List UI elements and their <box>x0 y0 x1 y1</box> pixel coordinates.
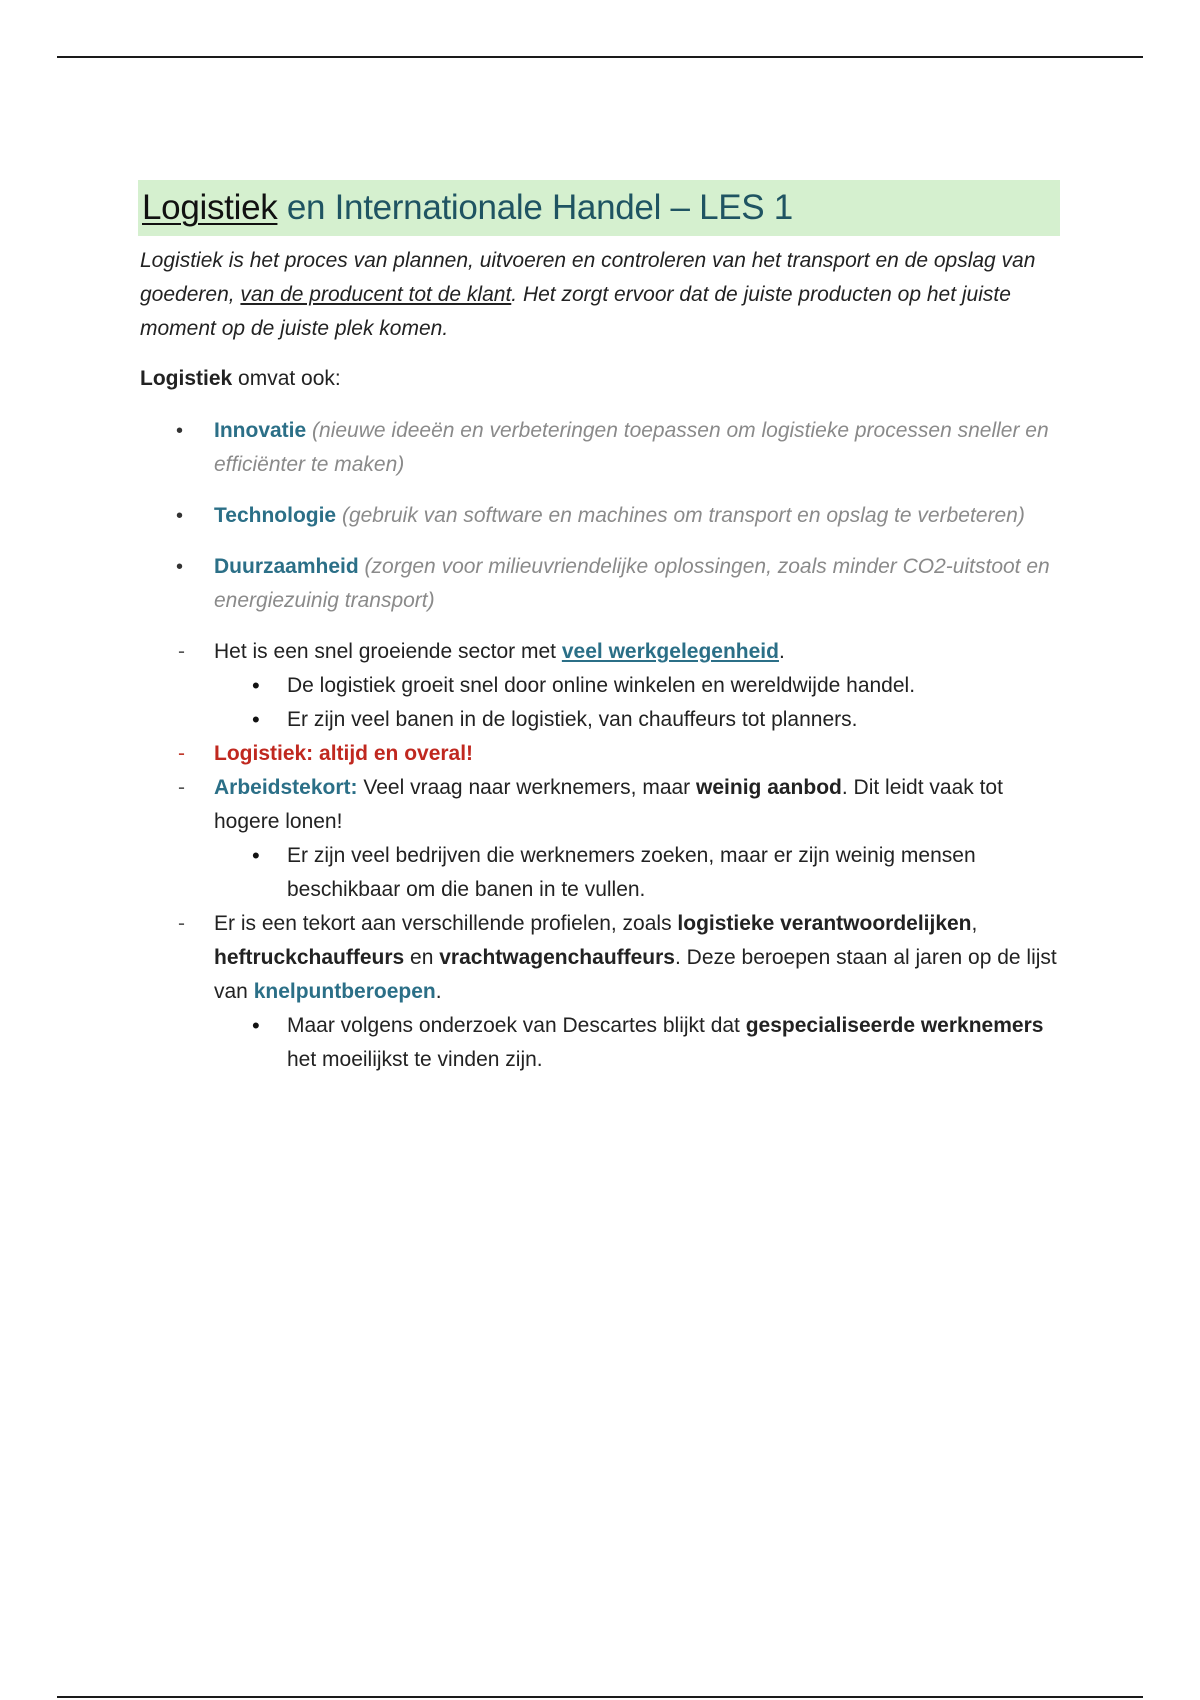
intro-paragraph <box>140 244 1060 346</box>
profile-bold: vrachtwagenchauffeurs <box>439 946 675 969</box>
sub-text-end: het moeilijkst te vinden zijn. <box>287 1048 543 1071</box>
profiles-sublist <box>214 1009 1060 1077</box>
shortage-text-end: . Dit leidt vaak tot hogere lonen! <box>214 776 1003 833</box>
shortage-sublist <box>214 839 1060 907</box>
list-item <box>140 499 1060 533</box>
document-body <box>140 180 1060 1077</box>
profile-bold: logistieke verantwoordelijken <box>677 912 972 935</box>
item-desc: (nieuwe ideeën en verbeteringen toepassen om logistieke processen sneller en efficiënter te maken) <box>214 419 1049 476</box>
growth-end: . <box>778 640 785 663</box>
title-rest: en Internationale Handel – LES 1 <box>277 188 793 227</box>
sub-text: Maar volgens onderzoek van Descartes blijkt dat <box>287 1014 746 1037</box>
page-title <box>142 188 793 228</box>
profiles-comma: , <box>971 912 978 935</box>
points-list <box>140 635 1060 1077</box>
includes-bold: Logistiek <box>140 367 233 390</box>
intro-text: Logistiek is het proces van plannen, uitvoeren en controleren van het transport en de opslag van goederen, <box>140 249 1036 306</box>
list-item <box>140 550 1060 618</box>
list-item: • Er zijn veel banen in de logistiek, van chauffeurs tot planners. <box>214 703 1060 737</box>
item-term: Duurzaamheid <box>214 555 359 578</box>
profiles-text: Er is een tekort aan verschillende profielen, zoals <box>214 912 678 935</box>
growth-sublist <box>214 669 1060 737</box>
intro-text-end: . Het zorgt ervoor dat de juiste producten op het juiste moment op de juiste plek komen. <box>140 283 1011 340</box>
growth-text: Het is een snel groeiende sector met <box>214 640 562 663</box>
item-desc: (zorgen voor milieuvriendelijke oplossingen, zoals minder CO2-uitstoot en energiezuinig transport) <box>214 555 1050 612</box>
includes-rest: omvat ook: <box>232 367 341 390</box>
profiles-end: . <box>435 980 442 1003</box>
shortage-bold: weinig aanbod <box>696 776 842 799</box>
list-item: • Er zijn veel bedrijven die werknemers zoeken, maar er zijn weinig mensen beschikbaar om die banen in te vullen. <box>214 839 1060 907</box>
slogan-text: Logistiek: altijd en overal! <box>214 742 474 765</box>
point-slogan <box>140 737 1060 771</box>
item-term: Technologie <box>214 504 337 527</box>
title-keyword: Logistiek <box>142 188 278 227</box>
top-rule <box>57 56 1143 58</box>
profiles-text-2: . Deze beroepen staan al jaren op de lijst van <box>214 946 1057 1003</box>
profile-bold: heftruckchauffeurs <box>214 946 405 969</box>
sub-bold: gespecialiseerde werknemers <box>745 1014 1044 1037</box>
point-growth <box>140 635 1060 737</box>
point-profiles <box>140 907 1060 1077</box>
list-item: • De logistiek groeit snel door online winkelen en wereldwijde handel. <box>214 669 1060 703</box>
shortage-text: Veel vraag naar werknemers, maar <box>357 776 697 799</box>
item-desc: (gebruik van software en machines om transport en opslag te verbeteren) <box>336 504 1025 527</box>
point-shortage <box>140 771 1060 907</box>
list-item <box>214 1009 1060 1077</box>
profiles-and: en <box>404 946 440 969</box>
shortage-label: Arbeidstekort: <box>214 776 358 799</box>
bottom-rule <box>57 1696 1143 1698</box>
intro-underlined: van de producent tot de klant <box>240 283 512 306</box>
knelpunt-term: knelpuntberoepen <box>253 980 436 1003</box>
title-bar <box>138 180 1060 236</box>
employment-link[interactable]: veel werkgelegenheid <box>561 640 779 663</box>
includes-list <box>140 414 1060 618</box>
includes-heading <box>140 362 1060 396</box>
list-item <box>140 414 1060 482</box>
item-term: Innovatie <box>214 419 307 442</box>
